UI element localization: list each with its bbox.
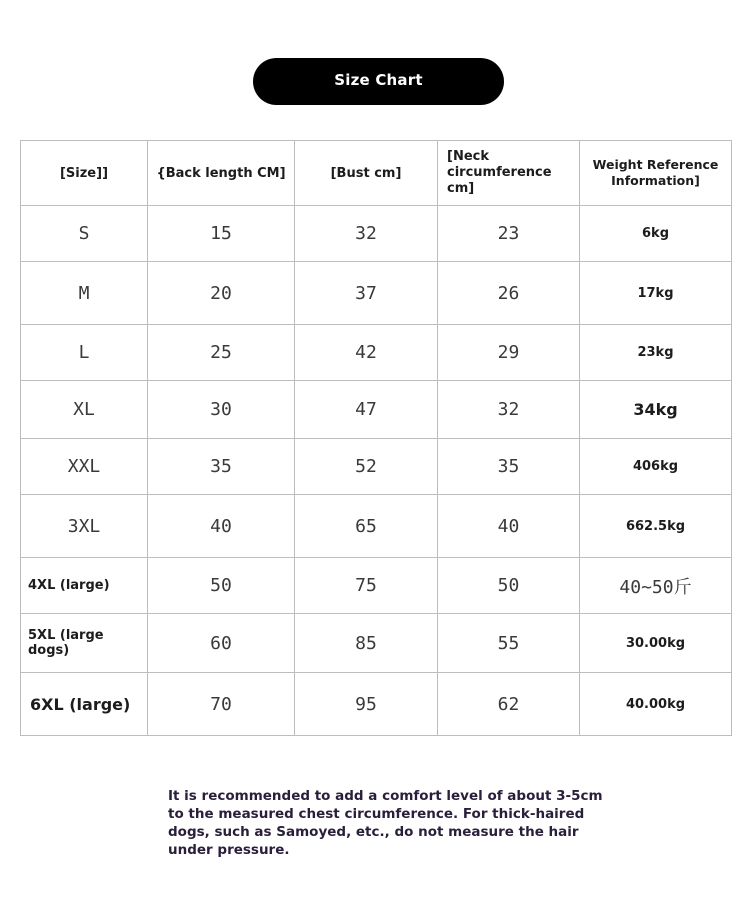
size-cell: XXL bbox=[21, 439, 148, 495]
weight-cell: 40~50斤 bbox=[580, 558, 732, 614]
neck-cell: 55 bbox=[438, 614, 580, 673]
header-neck-line1: [Neck bbox=[447, 149, 489, 164]
table-row bbox=[21, 262, 732, 325]
weight-cell: 30.00kg bbox=[580, 614, 732, 673]
table-row bbox=[21, 673, 732, 736]
table-row bbox=[21, 558, 732, 614]
bust-cell: 47 bbox=[295, 381, 438, 439]
weight-cell: 23kg bbox=[580, 325, 732, 381]
weight-cell: 40.00kg bbox=[580, 673, 732, 736]
size-cell: 5XL (large dogs) bbox=[21, 614, 148, 673]
header-back-length: {Back length CM] bbox=[148, 141, 295, 206]
neck-cell: 35 bbox=[438, 439, 580, 495]
neck-cell: 23 bbox=[438, 206, 580, 262]
back-length-cell: 40 bbox=[148, 495, 295, 558]
table-row bbox=[21, 325, 732, 381]
size-chart-title: Size Chart bbox=[253, 58, 504, 105]
header-weight bbox=[580, 141, 732, 206]
size-table bbox=[20, 140, 732, 736]
bust-cell: 85 bbox=[295, 614, 438, 673]
neck-cell: 62 bbox=[438, 673, 580, 736]
table-row bbox=[21, 206, 732, 262]
weight-cell: 17kg bbox=[580, 262, 732, 325]
header-weight-line2: Information] bbox=[611, 173, 700, 188]
bust-cell: 65 bbox=[295, 495, 438, 558]
back-length-cell: 60 bbox=[148, 614, 295, 673]
header-size: [Size]] bbox=[21, 141, 148, 206]
neck-cell: 26 bbox=[438, 262, 580, 325]
bust-cell: 75 bbox=[295, 558, 438, 614]
back-length-cell: 70 bbox=[148, 673, 295, 736]
header-bust: [Bust cm] bbox=[295, 141, 438, 206]
back-length-cell: 25 bbox=[148, 325, 295, 381]
back-length-cell: 20 bbox=[148, 262, 295, 325]
bust-cell: 42 bbox=[295, 325, 438, 381]
header-neck-line2: circumference cm] bbox=[447, 165, 552, 196]
back-length-cell: 35 bbox=[148, 439, 295, 495]
weight-cell: 6kg bbox=[580, 206, 732, 262]
header-weight-line1: Weight Reference bbox=[592, 157, 719, 172]
size-cell: M bbox=[21, 262, 148, 325]
size-cell: XL bbox=[21, 381, 148, 439]
weight-cell: 406kg bbox=[580, 439, 732, 495]
measurement-note: It is recommended to add a comfort level of about 3-5cm to the measured chest circumference. For thick-haired dogs, such as Samoyed, etc., do not measure the hair under pressure. bbox=[168, 787, 603, 858]
back-length-cell: 30 bbox=[148, 381, 295, 439]
back-length-cell: 15 bbox=[148, 206, 295, 262]
bust-cell: 52 bbox=[295, 439, 438, 495]
table-row bbox=[21, 381, 732, 439]
table-row bbox=[21, 495, 732, 558]
size-cell: L bbox=[21, 325, 148, 381]
header-neck-circumference bbox=[438, 141, 580, 206]
table-row bbox=[21, 439, 732, 495]
table-header-row bbox=[21, 141, 732, 206]
table-row bbox=[21, 614, 732, 673]
size-cell: 6XL (large) bbox=[21, 673, 148, 736]
bust-cell: 37 bbox=[295, 262, 438, 325]
bust-cell: 32 bbox=[295, 206, 438, 262]
size-cell: 3XL bbox=[21, 495, 148, 558]
size-cell: 4XL (large) bbox=[21, 558, 148, 614]
weight-cell: 34kg bbox=[580, 381, 732, 439]
neck-cell: 32 bbox=[438, 381, 580, 439]
neck-cell: 29 bbox=[438, 325, 580, 381]
bust-cell: 95 bbox=[295, 673, 438, 736]
back-length-cell: 50 bbox=[148, 558, 295, 614]
neck-cell: 40 bbox=[438, 495, 580, 558]
neck-cell: 50 bbox=[438, 558, 580, 614]
weight-cell: 662.5kg bbox=[580, 495, 732, 558]
size-cell: S bbox=[21, 206, 148, 262]
